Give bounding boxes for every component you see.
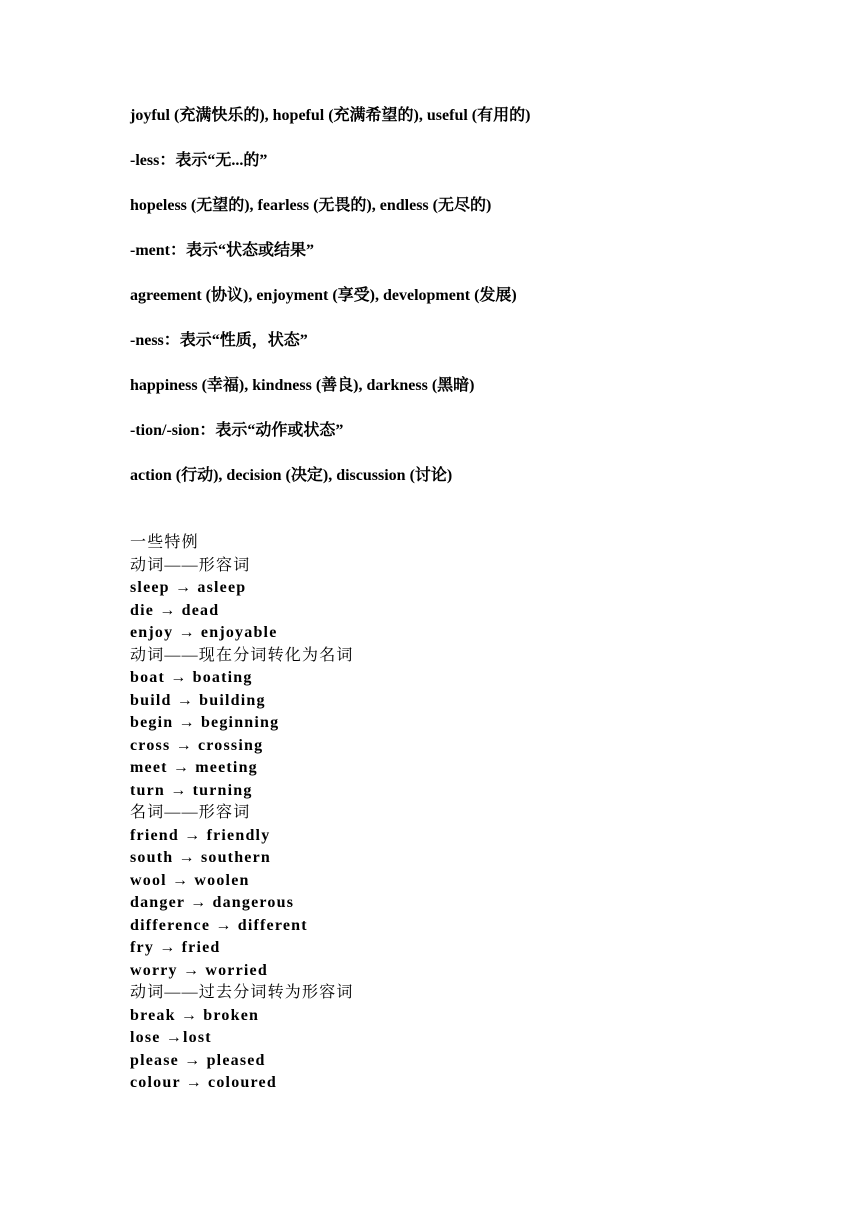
list-item: cross → crossing <box>130 736 264 754</box>
list-item: danger → dangerous <box>130 894 295 911</box>
section-heading-past-participle-adjective: 动词——过去分词转为形容词 <box>130 984 354 1001</box>
list-item: die → dead <box>130 601 220 619</box>
suffix-ness-examples: happiness (幸福), kindness (善良), darkness (黑暗) <box>130 377 475 394</box>
special-cases-list <box>130 532 354 1095</box>
suffix-ful-examples: joyful (充满快乐的), hopeful (充满希望的), useful (有用的) <box>130 107 531 124</box>
list-item: please → pleased <box>130 1051 266 1069</box>
list-item: fry → fried <box>130 939 221 956</box>
special-cases-title: 一些特例 <box>130 534 199 551</box>
list-item: worry → worried <box>130 961 268 979</box>
list-item: enjoy → enjoyable <box>130 624 278 641</box>
list-item: meet → meeting <box>130 759 258 776</box>
suffix-less-examples: hopeless (无望的), fearless (无畏的), endless (无尽的) <box>130 197 492 214</box>
list-item: break → broken <box>130 1006 260 1024</box>
list-item: friend → friendly <box>130 826 271 844</box>
list-item: difference → different <box>130 916 308 934</box>
suffix-ness-heading: -ness：表示“性质，状态” <box>130 332 308 349</box>
list-item: boat → boating <box>130 669 253 686</box>
section-heading-noun-adjective: 名词——形容词 <box>130 804 251 821</box>
list-item: build → building <box>130 691 266 709</box>
suffix-ment-examples: agreement (协议), enjoyment (享受), development (发展) <box>130 287 517 304</box>
suffix-ment-heading: -ment：表示“状态或结果” <box>130 242 314 259</box>
list-item: lose →lost <box>130 1029 212 1046</box>
suffix-tion-heading: -tion/-sion：表示“动作或状态” <box>130 422 344 439</box>
list-item: south → southern <box>130 849 272 866</box>
section-heading-verb-adjective: 动词——形容词 <box>130 556 251 574</box>
suffix-tion-examples: action (行动), decision (决定), discussion (讨论) <box>130 467 453 484</box>
list-item: turn → turning <box>130 781 253 799</box>
list-item: begin → beginning <box>130 714 280 731</box>
list-item: wool → woolen <box>130 871 250 889</box>
list-item: colour → coloured <box>130 1074 277 1091</box>
suffix-less-heading: -less：表示“无...的” <box>130 152 268 169</box>
section-heading-present-participle-noun: 动词——现在分词转化为名词 <box>130 646 354 664</box>
list-item: sleep → asleep <box>130 579 247 596</box>
